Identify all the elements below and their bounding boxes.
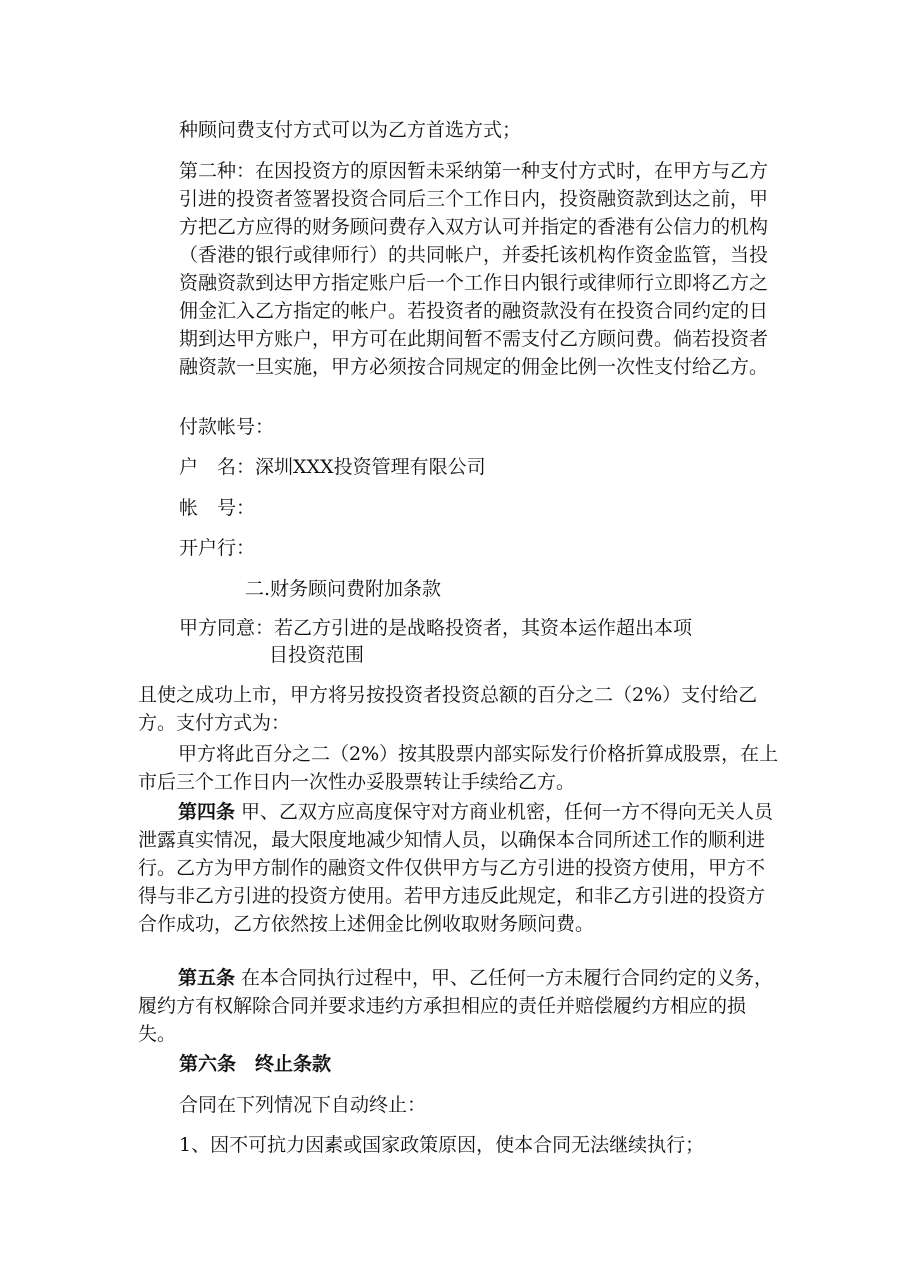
- paragraph-strategic-investor-line1: 甲方同意：若乙方引进的是战略投资者，其资本运作超出本项: [179, 617, 693, 639]
- article-5-label: 第五条: [178, 967, 236, 989]
- paragraph-listing-payment: 且使之成功上市，甲方将另按投资者投资总额的百分之二（2%）支付给乙方。支付方式为：: [138, 684, 758, 734]
- article-6-heading: 第六条 终止条款: [179, 1053, 332, 1075]
- article-5-text: 在本合同执行过程中，甲、乙任何一方未履行合同约定的义务，履约方有权解除合同并要求违约方承担相应的责任并赔偿履约方相应的损失。: [138, 967, 774, 1045]
- paragraph-termination-intro: 合同在下列情况下自动终止：: [179, 1094, 427, 1116]
- paragraph-strategic-investor-line2: 目投资范围: [269, 644, 365, 666]
- account-holder-name: 户 名：深圳XXX投资管理有限公司: [179, 456, 486, 478]
- paragraph-payment-method-one-end: 种顾问费支付方式可以为乙方首选方式；: [179, 119, 522, 141]
- account-number: 帐 号：: [179, 497, 256, 519]
- opening-bank: 开户行：: [179, 537, 256, 559]
- article-4-label: 第四条: [178, 801, 236, 823]
- article-5: [138, 964, 780, 1048]
- article-4: [138, 798, 780, 938]
- paragraph-stock-transfer: 甲方将此百分之二（2%）按其股票内部实际发行价格折算成股票，在上市后三个工作日内一次性办妥股票转让手续给乙方。: [138, 743, 779, 793]
- payment-account-label: 付款帐号：: [179, 416, 275, 438]
- article-4-text: 甲、乙双方应高度保守对方商业机密，任何一方不得向无关人员泄露真实情况，最大限度地减少知情人员，以确保本合同所述工作的顺利进行。乙方为甲方制作的融资文件仅供甲方与乙方引进的投资方使用，甲方不得与非乙方引进的投资方使用。若甲方违反此规定，和非乙方引进的投资方合作成功，乙方依然按上述佣金比例收取财务顾问费。: [138, 801, 774, 935]
- paragraph-payment-method-two: 第二种：在因投资方的原因暂未采纳第一种支付方式时，在甲方与乙方引进的投资者签署投资合同后三个工作日内，投资融资款到达之前，甲方把乙方应得的财务顾问费存入双方认可并指定的香港有公信力的机构（香港的银行或律师行）的共同帐户，并委托该机构作资金监管，当投资融资款到达甲方指定账户后一个工作日内银行或律师行立即将乙方之佣金汇入乙方指定的帐户。若投资者的融资款没有在投资合同约定的日期到达甲方账户，甲方可在此期间暂不需支付乙方顾问费。倘若投资者融资款一旦实施，甲方必须按合同规定的佣金比例一次性支付给乙方。: [179, 160, 769, 378]
- section-title-additional-terms: 二.财务顾问费附加条款: [245, 578, 442, 600]
- termination-item-1: 1、因不可抗力因素或国家政策原因，使本合同无法继续执行；: [179, 1134, 705, 1156]
